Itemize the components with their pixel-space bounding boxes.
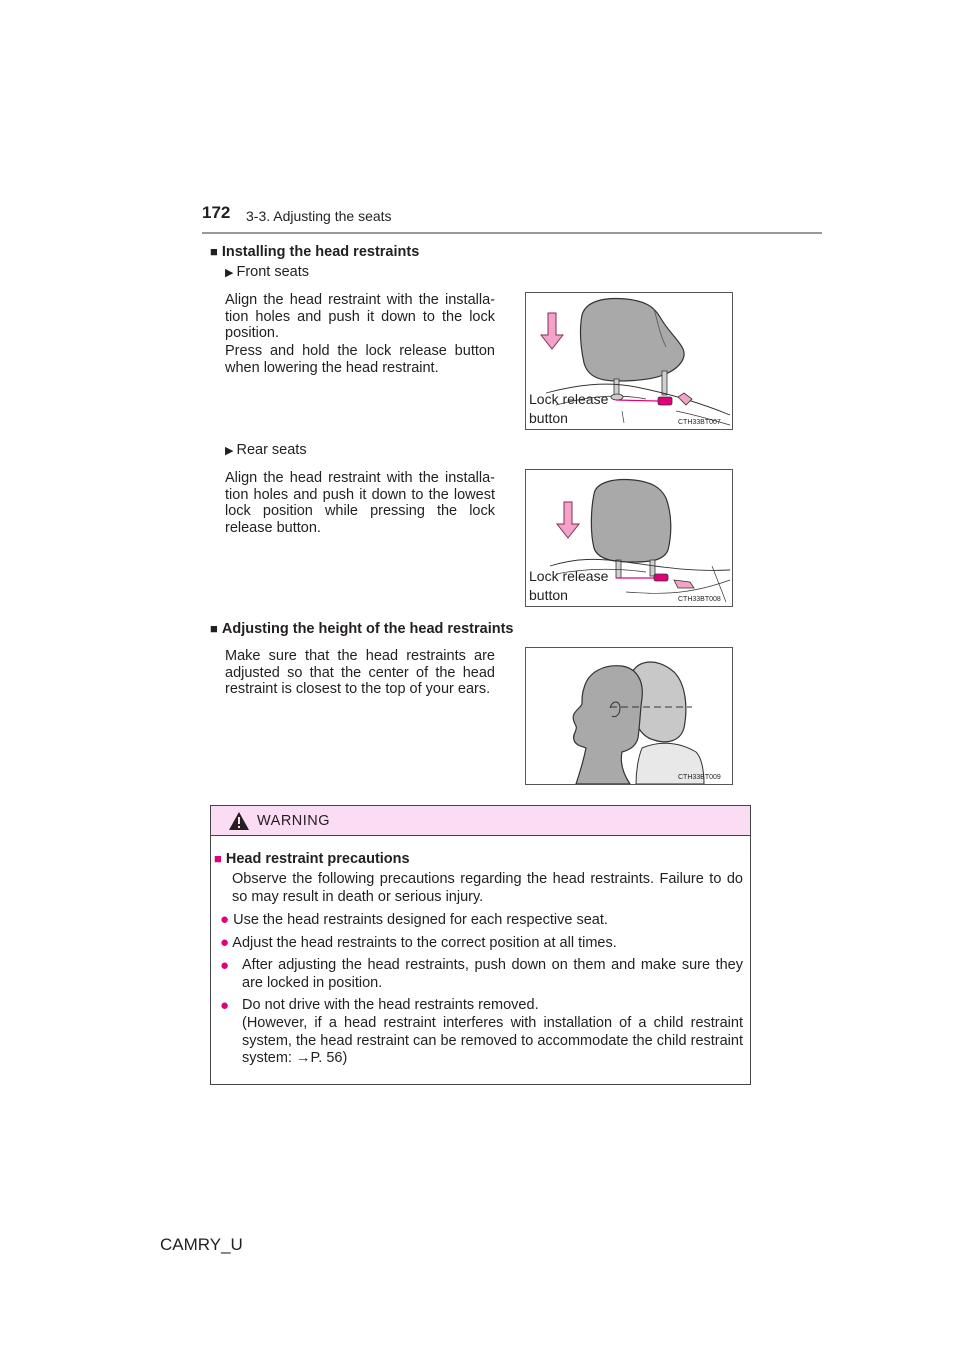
- header-rule: [202, 232, 822, 234]
- triangle-bullet-icon: ▶: [225, 445, 234, 457]
- footer-model: CAMRY_U: [160, 1235, 243, 1254]
- warning-triangle-icon: [228, 811, 250, 831]
- rear-seats-label: [225, 442, 307, 458]
- square-bullet-icon: ■: [210, 244, 218, 259]
- warning-intro: Observe the following precautions regarding the head restraints. Failure to do so may result in death or serious injury.: [232, 871, 743, 905]
- front-seats-text: Align the head restraint with the installa-tion holes and push it down to the lock position.: [225, 292, 495, 341]
- front-lock-release-label-line1: Lock release: [529, 391, 609, 407]
- rear-figure-code: CTH33BT008: [678, 596, 721, 603]
- square-bullet-icon: ■: [214, 851, 222, 866]
- section-title: 3-3. Adjusting the seats: [246, 208, 392, 224]
- page-number: 172: [202, 203, 231, 222]
- triangle-bullet-icon: ▶: [225, 267, 234, 279]
- front-seats-text-2: Press and hold the lock release button when lowering the head restraint.: [225, 343, 495, 376]
- warning-item-4-text: Do not drive with the head restraints removed.: [242, 997, 539, 1013]
- adjusting-heading: [210, 621, 514, 637]
- bullet-dot-icon: ●: [220, 911, 230, 928]
- adjust-height-figure: [525, 647, 733, 785]
- warning-item-3-text: After adjusting the head restraints, push down on them and make sure they are locked in position.: [242, 957, 743, 991]
- warning-title: WARNING: [257, 813, 331, 829]
- adjusting-heading-text: Adjusting the height of the head restraints: [221, 621, 514, 637]
- front-seat-figure: [525, 292, 733, 430]
- installing-heading-text: Installing the head restraints: [221, 244, 420, 260]
- front-seats-label-text: Front seats: [236, 264, 309, 280]
- front-seats-label: [225, 264, 309, 280]
- warning-item-2: [220, 934, 743, 953]
- rear-seats-label-text: Rear seats: [236, 442, 307, 458]
- bullet-dot-icon: ●: [220, 997, 230, 1014]
- adjusting-text: Make sure that the head restraints are adjusted so that the center of the head restraint is closest to the top of your ears.: [225, 648, 495, 697]
- warning-heading-text: Head restraint precautions: [225, 851, 410, 867]
- bullet-dot-icon: ●: [220, 934, 230, 951]
- adjust-figure-code: CTH33BT009: [678, 774, 721, 781]
- installing-heading: [210, 244, 419, 260]
- square-bullet-icon: ■: [210, 621, 218, 636]
- down-arrow-icon: [541, 313, 563, 349]
- warning-item-4-extra: (However, if a head restraint interferes with installation of a child restraint system, the head restraint can be removed to accommodate the child restraint system: →P. 56): [242, 1015, 743, 1066]
- rear-lock-release-label-line2: button: [529, 587, 568, 603]
- rear-seats-text: Align the head restraint with the installa-tion holes and push it down to the lowest lock position while pressing the lock release button.: [225, 470, 495, 536]
- rear-lock-release-label-line1: Lock release: [529, 568, 609, 584]
- warning-item-1: [220, 911, 743, 930]
- warning-box: [210, 805, 751, 1085]
- front-figure-code: CTH33BT007: [678, 419, 721, 426]
- warning-item-1-text: Use the head restraints designed for each respective seat.: [233, 912, 608, 928]
- front-lock-release-label: [529, 390, 608, 428]
- bullet-dot-icon: ●: [220, 957, 230, 974]
- warning-item-2-text: Adjust the head restraints to the correct position at all times.: [232, 935, 617, 951]
- rear-seat-figure: [525, 469, 733, 607]
- warning-header: [211, 806, 750, 836]
- warning-heading: [214, 851, 410, 867]
- down-arrow-icon: [557, 502, 579, 538]
- head-position-illustration: [526, 648, 732, 784]
- rear-lock-release-label: [529, 567, 608, 605]
- front-lock-release-label-line2: button: [529, 410, 568, 426]
